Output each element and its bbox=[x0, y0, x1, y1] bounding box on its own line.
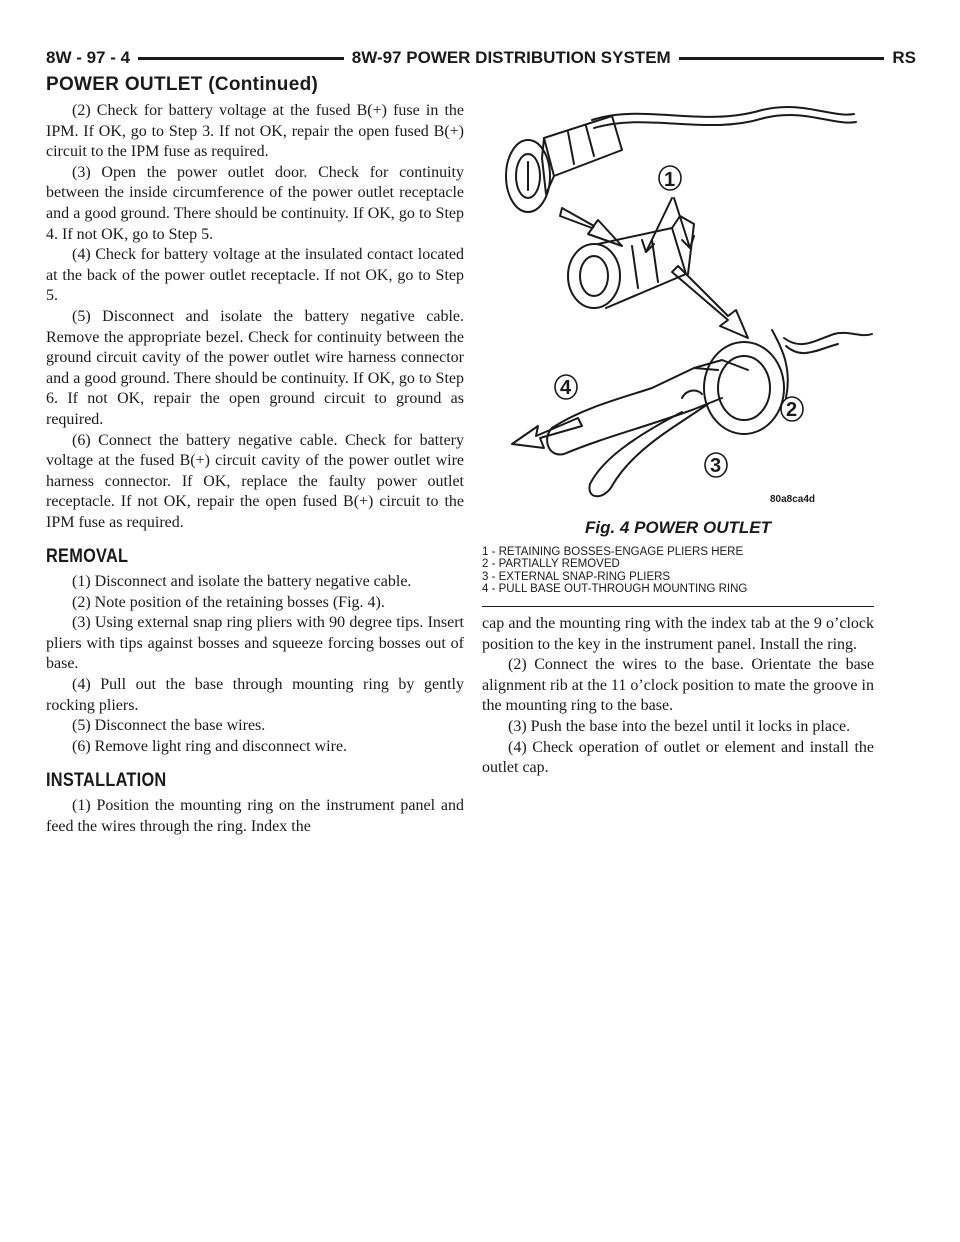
header-model-code: RS bbox=[892, 48, 917, 67]
installation-step-3: (3) Push the base into the bezel until it locks in place. bbox=[508, 717, 851, 735]
figure-caption: Fig. 4 POWER OUTLET bbox=[584, 518, 772, 537]
diagnosis-step-4: (4) Check for battery voltage at the insulated contact located at the back of the power outlet receptacle. If not OK, go to Step 5. bbox=[46, 246, 464, 305]
left-column bbox=[46, 101, 464, 837]
legend-item-2: 2 - PARTIALLY REMOVED bbox=[482, 558, 620, 571]
callout-4: 4 bbox=[560, 377, 572, 399]
installation-step-4: (4) Check operation of outlet or element and install the outlet cap. bbox=[482, 738, 874, 777]
removal-step-1: (1) Disconnect and isolate the battery negative cable. bbox=[72, 573, 412, 591]
installation-step-1-continued: cap and the mounting ring with the index tab at the 9 o’clock position to the key in the instrument panel. Install the ring. bbox=[482, 615, 874, 653]
callout-1: 1 bbox=[664, 169, 676, 191]
section-title: POWER OUTLET (Continued) bbox=[46, 74, 319, 95]
removal-step-5: (5) Disconnect the base wires. bbox=[72, 717, 266, 735]
removal-step-3: (3) Using external snap ring pliers with 90 degree tips. Insert pliers with tips against bosses and squeeze forcing bosses out of base. bbox=[46, 614, 464, 673]
removal-heading: REMOVAL bbox=[46, 546, 129, 568]
callout-3: 3 bbox=[710, 455, 722, 477]
legend-item-3: 3 - EXTERNAL SNAP-RING PLIERS bbox=[482, 570, 671, 583]
legend-item-1: 1 - RETAINING BOSSES-ENGAGE PLIERS HERE bbox=[482, 546, 744, 558]
callout-2: 2 bbox=[786, 399, 798, 421]
diagnosis-step-3: (3) Open the power outlet door. Check for continuity between the inside circumference of the power outlet receptacle and a good ground. There should be continuity. If OK, go to Step 4. If not OK, go to Step 5. bbox=[46, 163, 464, 243]
right-column bbox=[482, 614, 874, 779]
removal-step-4: (4) Pull out the base through mounting ring by gently rocking pliers. bbox=[46, 676, 464, 714]
figure-image-id: 80a8ca4d bbox=[770, 494, 816, 505]
legend-divider bbox=[482, 606, 874, 607]
page-header bbox=[46, 46, 916, 70]
header-section-name: 8W-97 POWER DISTRIBUTION SYSTEM bbox=[351, 48, 671, 67]
power-outlet-illustration bbox=[482, 98, 874, 508]
legend-item-4: 4 - PULL BASE OUT-THROUGH MOUNTING RING bbox=[482, 583, 748, 596]
removal-step-2: (2) Note position of the retaining bosses (Fig. 4). bbox=[72, 593, 385, 611]
figure-legend bbox=[482, 546, 874, 596]
diagnosis-step-5: (5) Disconnect and isolate the battery negative cable. Remove the appropriate bezel. Check for continuity between the ground circuit cavity of the power outlet wire harness connector and a good ground. There should be continuity. If OK, go to Step 6. If not OK, repair the open ground circuit to ground as required. bbox=[46, 307, 464, 428]
header-rule-left bbox=[138, 57, 344, 60]
diagnosis-step-6: (6) Connect the battery negative cable. Check for battery voltage at the fused B(+) circuit cavity of the power outlet wire harness connector. If OK, replace the faulty power outlet receptacle. If not OK, repair the open fused B(+) circuit to the IPM fuse as required. bbox=[46, 431, 464, 531]
installation-step-2: (2) Connect the wires to the base. Orientate the base alignment rib at the 11 o’clock position to mate the groove in the mounting ring to the base. bbox=[482, 656, 874, 715]
removal-step-6: (6) Remove light ring and disconnect wire. bbox=[72, 737, 348, 755]
header-page-number: 8W - 97 - 4 bbox=[46, 48, 131, 67]
diagnosis-step-2: (2) Check for battery voltage at the fused B(+) fuse in the IPM. If OK, go to Step 3. If not OK, repair the open fused B(+) circuit to the IPM fuse as required. bbox=[46, 102, 464, 161]
installation-heading: INSTALLATION bbox=[46, 770, 167, 792]
installation-step-1: (1) Position the mounting ring on the instrument panel and feed the wires through the ring. Index the bbox=[46, 797, 464, 835]
header-rule-right bbox=[679, 57, 885, 60]
